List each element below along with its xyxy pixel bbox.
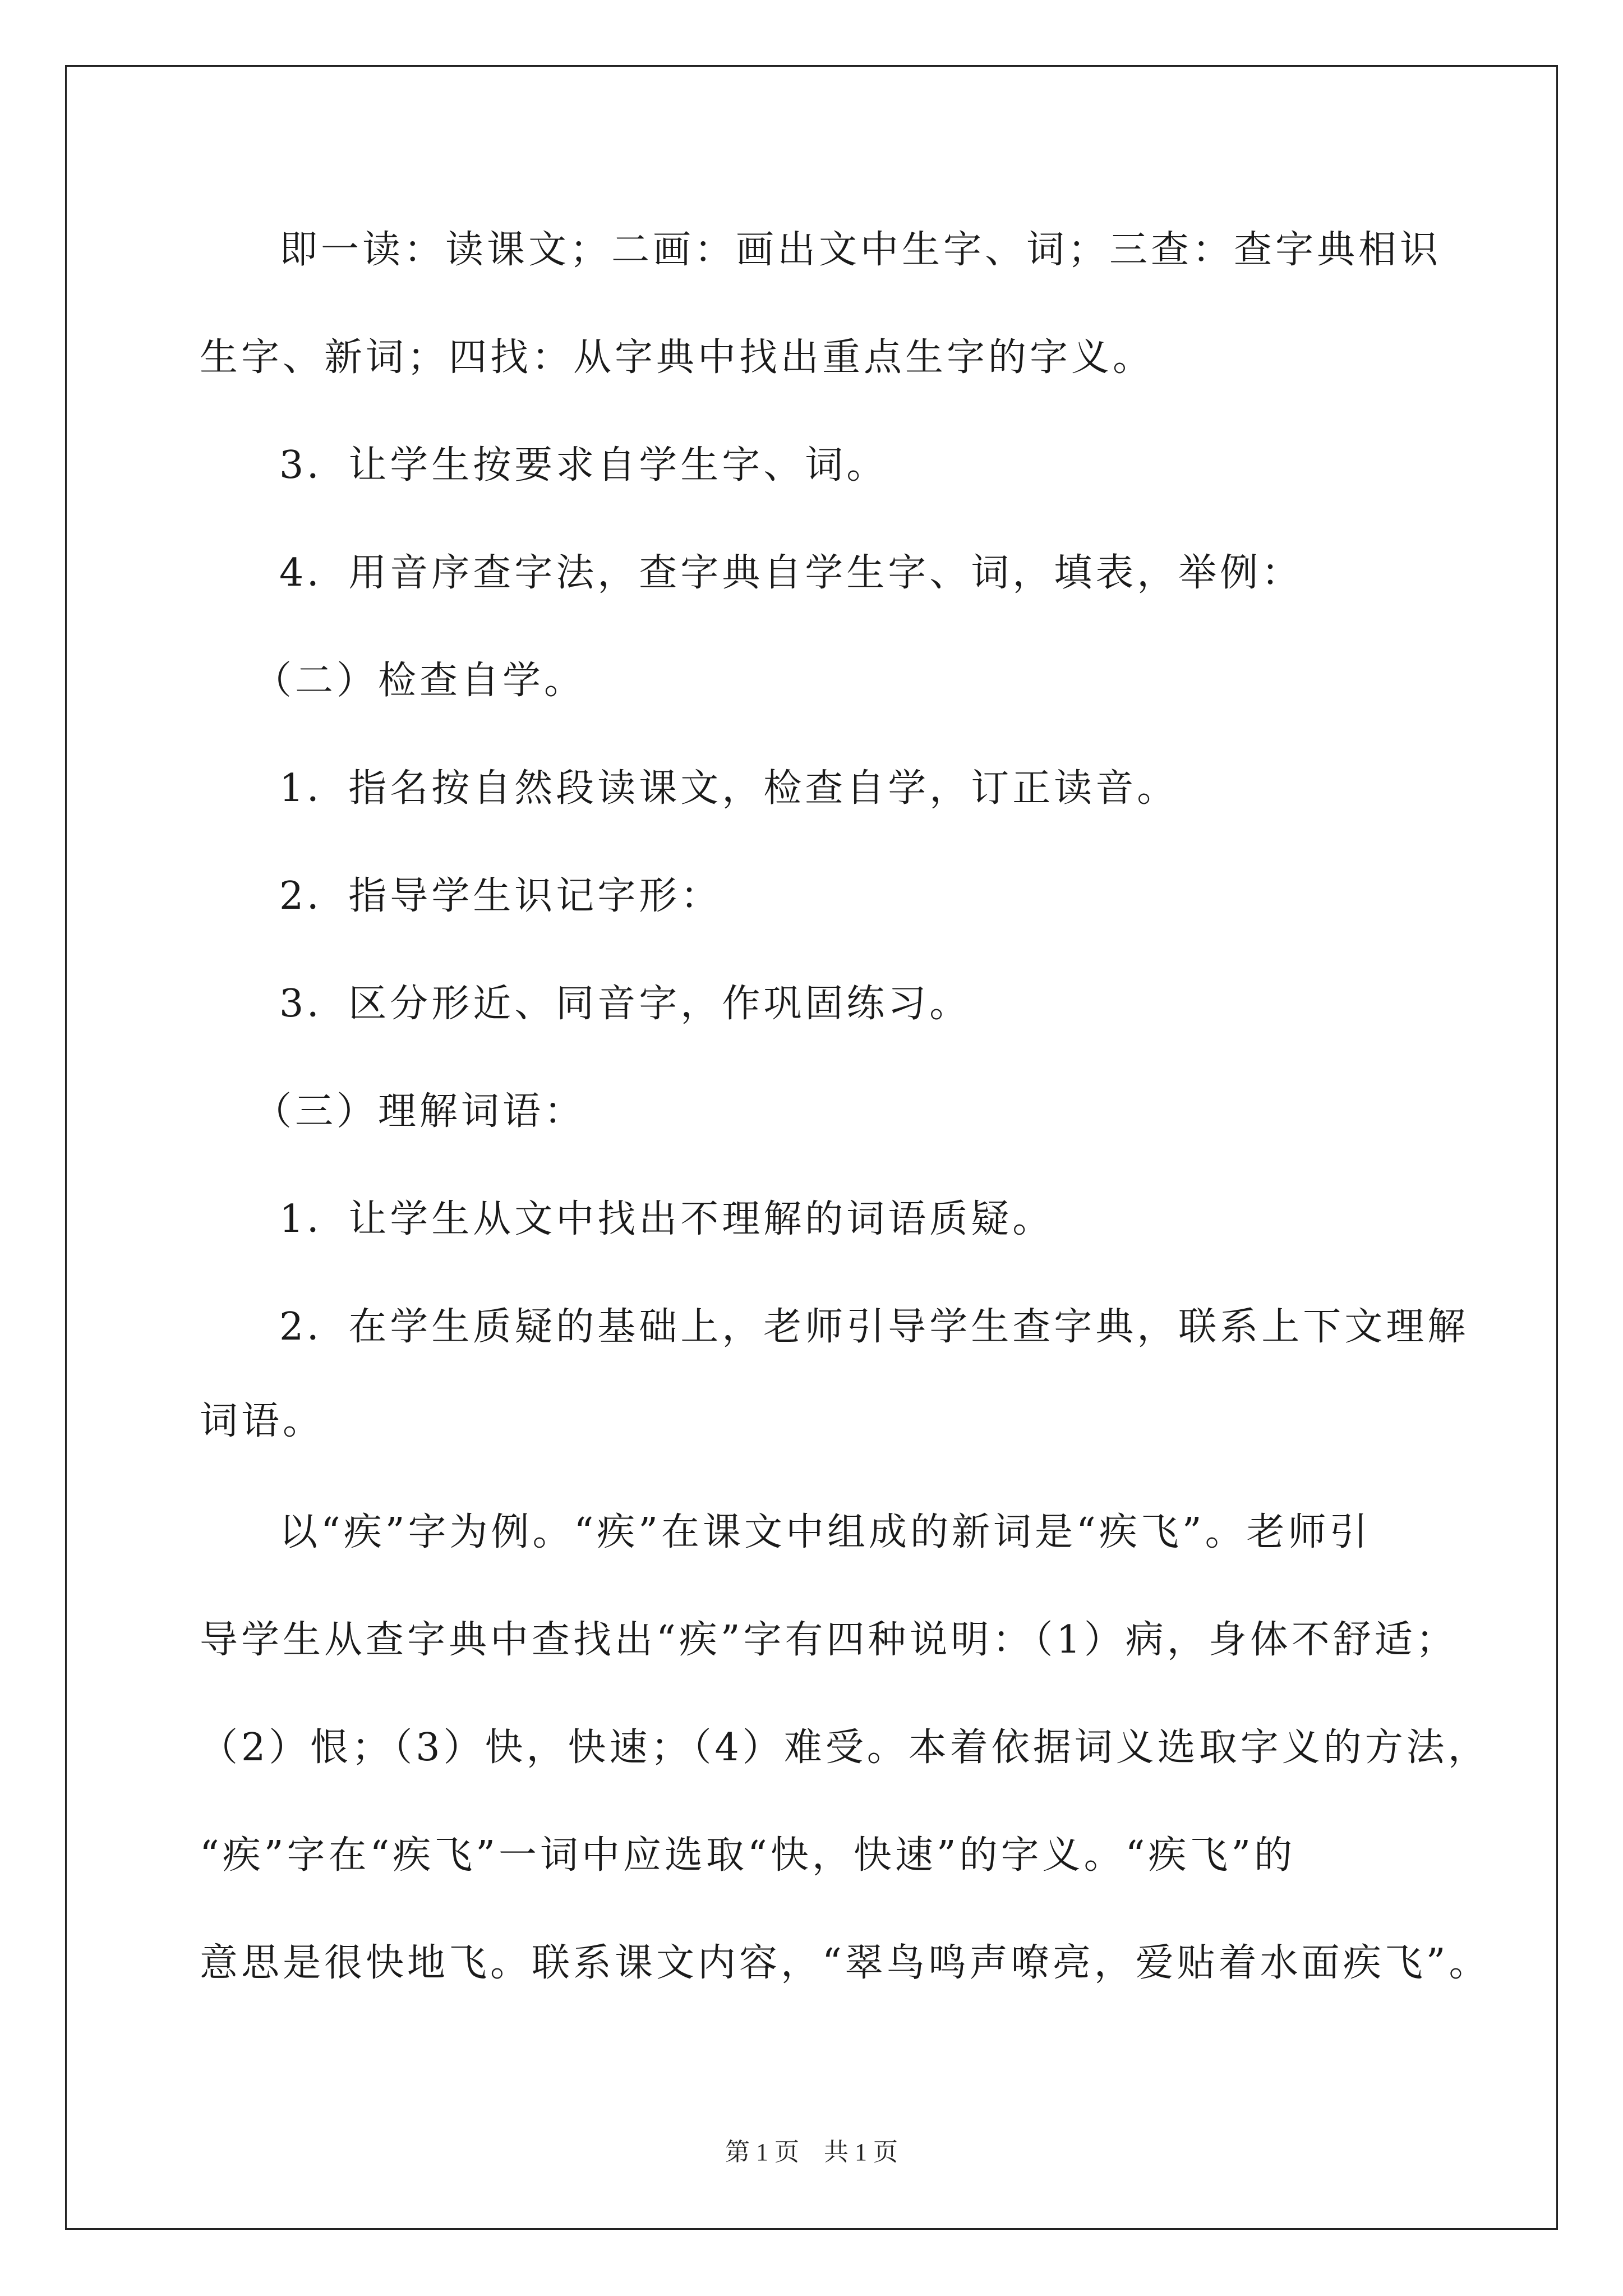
- text-line: 2．在学生质疑的基础上，老师引导学生查字典，联系上下文理解: [279, 1305, 1469, 1349]
- text-line: 4．用音序查字法，查字典自学生字、词，填表，举例：: [279, 551, 1303, 595]
- section-heading: （二）检查自学。: [253, 659, 586, 703]
- text-line: 1．指名按自然段读课文，检查自学，订正读音。: [279, 766, 1179, 811]
- text-line: 即一读：读课文；二画：画出文中生字、词；三查：查字典相识: [279, 228, 1442, 272]
- text-line: 导学生从查字典中查找出“疾”字有四种说明：（1）病，身体不舒适；: [200, 1618, 1458, 1662]
- text-line: 词语。: [200, 1399, 325, 1443]
- text-line: 3．区分形近、同音字，作巩固练习。: [279, 982, 971, 1026]
- text-line: 1．让学生从文中找出不理解的词语质疑。: [279, 1197, 1054, 1241]
- section-heading: （三）理解词语：: [253, 1089, 586, 1134]
- text-line: 2．指导学生识记字形：: [279, 874, 722, 918]
- page-footer: 第 1 页 共 1 页: [725, 2138, 898, 2166]
- page-border: [65, 65, 1558, 2230]
- text-line: “疾”字在“疾飞”一词中应选取“快，快速”的字义。“疾飞”的: [200, 1833, 1296, 1878]
- text-line: 3．让学生按要求自学生字、词。: [279, 443, 888, 487]
- text-line: 生字、新词；四找：从字典中找出重点生字的字义。: [200, 335, 1155, 380]
- text-line: （2）恨；（3）快，快速；（4）难受。本着依据词义选取字义的方法，: [200, 1726, 1490, 1770]
- text-line: 以“疾”字为例。“疾”在课文中组成的新词是“疾飞”。老师引: [279, 1510, 1371, 1554]
- text-line: 意思是很快地飞。联系课文内容，“翠鸟鸣声嘹亮，爱贴着水面疾飞”。: [200, 1941, 1491, 1985]
